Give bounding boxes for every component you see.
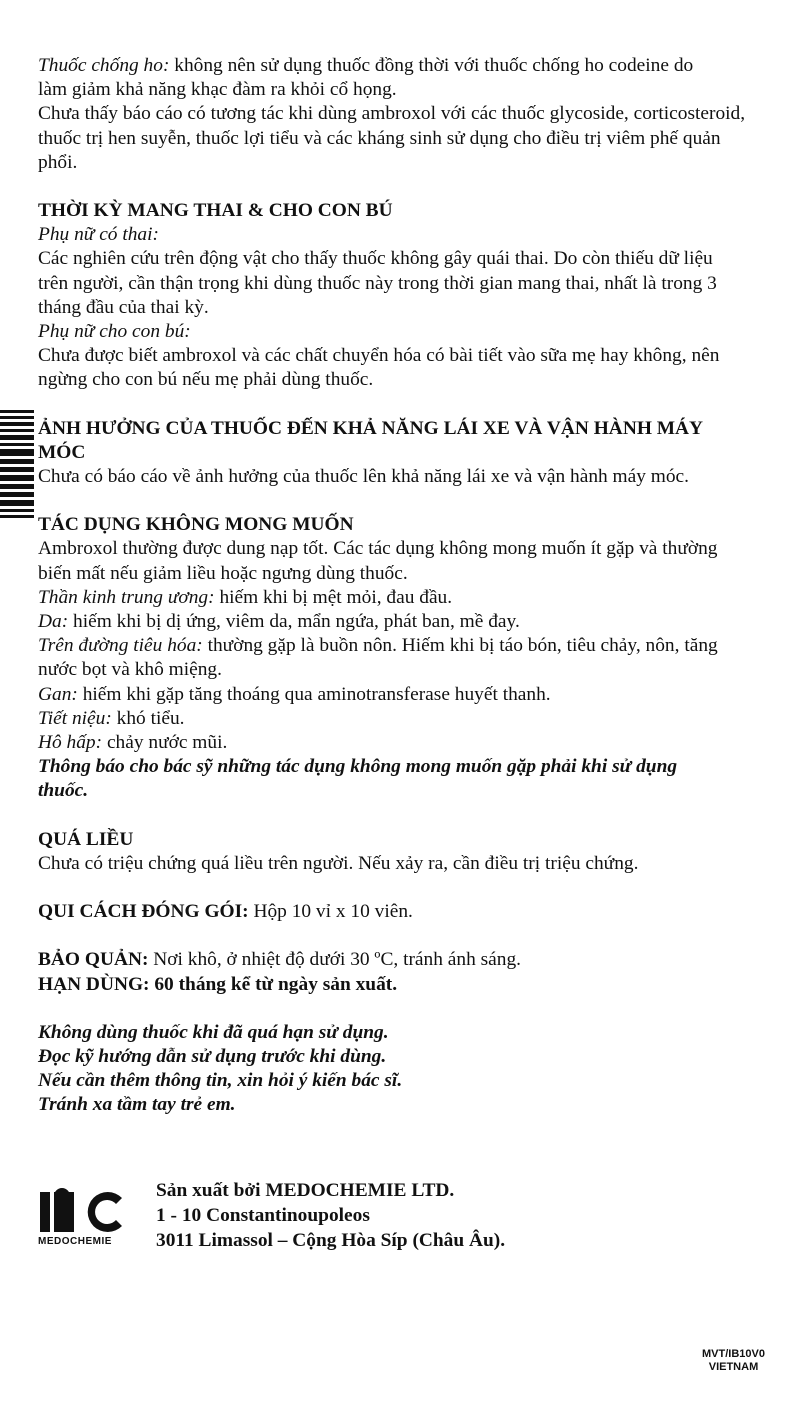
manufacturer-line-2: 1 - 10 Constantinoupoleos [156,1205,370,1226]
overdose-heading: QUÁ LIỀU [38,828,134,850]
antitussive-label: Thuốc chống ho: [38,55,170,76]
no-report-line-1: Chưa thấy báo cáo có tương tác khi dùng ambroxol với các thuốc glycoside, corticosteroid, [38,103,746,125]
storage-label: BẢO QUẢN: [38,949,149,971]
mc-logo-icon [38,1188,126,1234]
pregnancy-heading: THỜI KỲ MANG THAI & CHO CON BÚ [38,200,393,222]
nursing-line-2: ngừng cho con bú nếu mẹ phải dùng thuốc. [38,369,374,391]
side-effects-intro-2: biến mất nếu giảm liều hoặc ngưng dùng thuốc. [38,562,408,584]
no-report-line-3: phổi. [38,151,78,173]
document-code-line-1: MVT/IB10V0 [702,1348,765,1360]
driving-heading-1: ẢNH HƯỞNG CỦA THUỐC ĐẾN KHẢ NĂNG LÁI XE VÀ VẬN HÀNH MÁY [38,417,704,439]
document-code [702,1348,765,1374]
urinary-label: Tiết niệu: [38,707,112,729]
pregnant-line-1: Các nghiên cứu trên động vật cho thấy thuốc không gây quái thai. Do còn thiếu dữ liệu [38,248,713,270]
skin-text: hiếm khi bị dị ứng, viêm da, mẩn ngứa, phát ban, mề đay. [68,611,520,633]
antitussive-text-1: không nên sử dụng thuốc đồng thời với thuốc chống ho codeine do [169,55,694,76]
pregnant-line-2: trên người, cần thận trọng khi dùng thuốc này trong thời gian mang thai, nhất là trong 3 [38,272,717,294]
overdose-text: Chưa có triệu chứng quá liều trên người. Nếu xảy ra, cần điều trị triệu chứng. [38,852,639,874]
skin-line [38,610,783,634]
liver-line [38,683,783,707]
warning-line-1: Không dùng thuốc khi đã quá hạn sử dụng. [38,1021,389,1043]
packaging-line [38,900,783,924]
driving-text: Chưa có báo cáo về ảnh hưởng của thuốc lên khả năng lái xe và vận hành máy móc. [38,466,690,488]
medochemie-logo [38,1188,128,1247]
manufacturer-address [156,1178,505,1253]
warning-line-4: Tránh xa tầm tay trẻ em. [38,1094,236,1116]
storage-value: Nơi khô, ở nhiệt độ dưới 30 ºC, tránh ánh sáng. [148,949,522,971]
gi-text-1: thường gặp là buồn nôn. Hiếm khi bị táo bón, tiêu chảy, nôn, tăng [202,635,718,657]
manufacturer-block [38,1178,798,1252]
skin-label: Da: [38,611,69,633]
cns-label: Thần kinh trung ương: [38,586,215,608]
nursing-label: Phụ nữ cho con bú: [38,321,191,343]
liver-label: Gan: [38,683,78,705]
gi-line-2: nước bọt và khô miệng. [38,659,222,681]
packaging-label: QUI CÁCH ĐÓNG GÓI: [38,901,249,923]
urinary-line [38,707,783,731]
resp-text: chảy nước mũi. [102,732,228,754]
manufacturer-line-3: 3011 Limassol – Cộng Hòa Síp (Châu Âu). [156,1230,506,1251]
liver-text: hiếm khi gặp tăng thoáng qua aminotransferase huyết thanh. [77,683,551,705]
driving-heading-2: MÓC [38,441,86,463]
resp-label: Hô hấp: [38,732,103,754]
cns-line [38,586,783,610]
document-code-line-2: VIETNAM [708,1361,759,1373]
manufacturer-line-1: Sản xuất bởi MEDOCHEMIE LTD. [156,1180,455,1201]
gi-label: Trên đường tiêu hóa: [38,635,203,657]
side-effects-notice-2: thuốc. [38,780,89,802]
antitussive-line-1 [38,54,783,78]
nursing-line-1: Chưa được biết ambroxol và các chất chuyển hóa có bài tiết vào sữa mẹ hay không, nên [38,345,720,367]
gi-line-1 [38,634,783,658]
side-effects-heading: TÁC DỤNG KHÔNG MONG MUỐN [38,514,354,536]
margin-barcode-marks [0,410,34,521]
resp-line [38,731,783,755]
packaging-value: Hộp 10 vỉ x 10 viên. [248,901,413,923]
side-effects-intro-1: Ambroxol thường được dung nạp tốt. Các tác dụng không mong muốn ít gặp và thường [38,538,718,560]
logo-wordmark: MEDOCHEMIE [38,1236,112,1247]
expiry-line: HẠN DÙNG: 60 tháng kể từ ngày sản xuất. [38,973,398,995]
leaflet-text [38,54,783,1118]
warning-line-3: Nếu cần thêm thông tin, xin hỏi ý kiến bác sĩ. [38,1070,403,1092]
urinary-text: khó tiểu. [111,707,185,729]
warning-line-2: Đọc kỹ hướng dẫn sử dụng trước khi dùng. [38,1045,387,1067]
pregnant-line-3: tháng đầu của thai kỳ. [38,296,209,318]
cns-text: hiếm khi bị mệt mỏi, đau đầu. [214,586,453,608]
side-effects-notice-1: Thông báo cho bác sỹ những tác dụng không mong muốn gặp phải khi sử dụng [38,756,678,778]
pregnant-label: Phụ nữ có thai: [38,224,159,246]
antitussive-line-2: làm giảm khả năng khạc đàm ra khỏi cổ họng. [38,79,397,101]
storage-line [38,948,783,972]
no-report-line-2: thuốc trị hen suyễn, thuốc lợi tiểu và các kháng sinh sử dụng cho điều trị viêm phế quản [38,127,721,149]
